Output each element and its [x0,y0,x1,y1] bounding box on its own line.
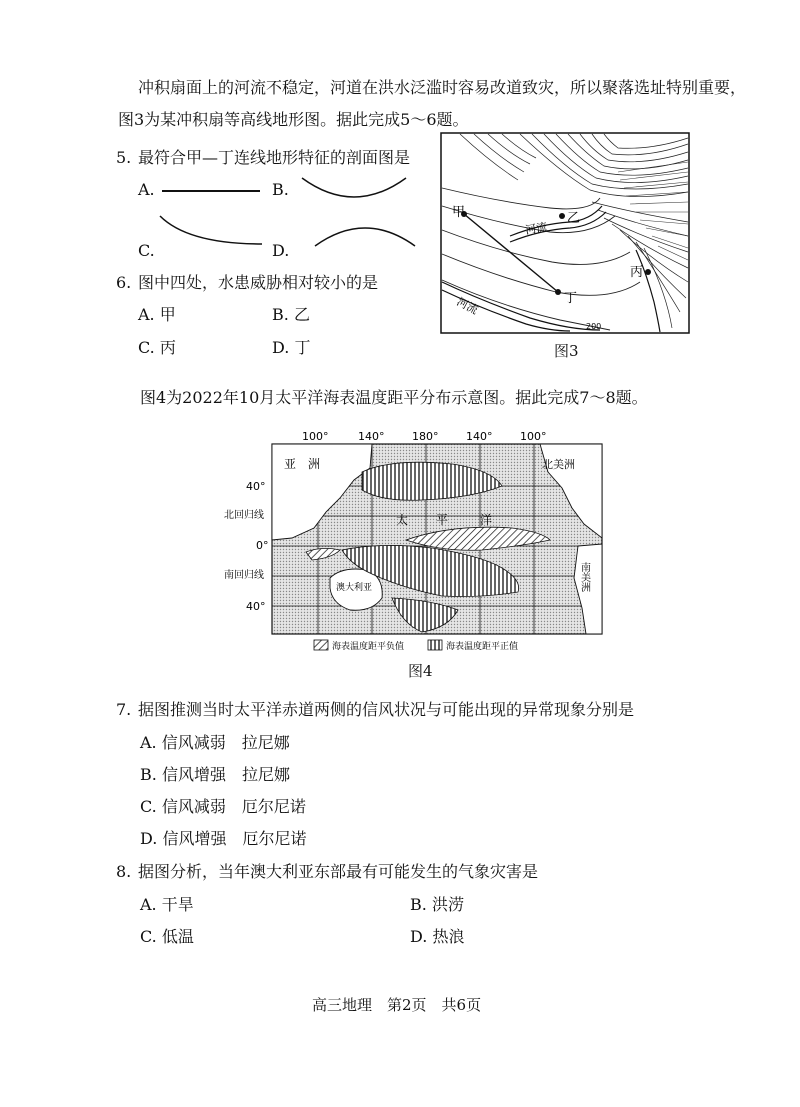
q5-option-b-label: B. [272,180,289,199]
label-river-2: 河流 [454,295,481,317]
q7-option-c-text: 信风减弱 厄尔尼诺 [161,797,306,816]
q6-option-d [272,338,310,358]
label-river-1: 河流 [524,220,549,237]
figure-3-contour-map [440,132,690,334]
figure-4-caption: 图4 [408,662,433,680]
intro-line-1: 冲积扇面上的河流不稳定，河道在洪水泛滥时容易改道致灾，所以聚落选址特别重要， [138,78,747,97]
q5-option-c-label: C. [138,241,155,260]
q7-option-d-letter: D. [140,829,158,848]
q8-option-c-text: 低温 [161,927,194,946]
lon-label-100w-right: 100° [520,430,547,443]
q8-option-d-letter: D. [410,927,428,946]
lon-label-100w-left: 100° [302,430,329,443]
q6-option-c-letter: C. [138,338,155,357]
figure-3-caption: 图3 [554,342,579,360]
label-pacific-2: 平 [436,513,449,527]
lat-label-tropic-south: 南回归线 [224,570,264,581]
q8-option-a-text: 干旱 [161,895,194,914]
point-ding [555,289,561,295]
q6-option-a-letter: A. [138,305,155,324]
point-yi [559,213,565,219]
page-footer: 高三地理 第2页 共6页 [312,996,482,1014]
q6-number: 6. [116,273,132,292]
q5-option-d-profile [312,216,418,250]
q8-option-b-letter: B. [410,895,427,914]
q5-option-c-profile [158,212,264,248]
q8-option-b-text: 洪涝 [431,895,464,914]
q8-option-a [140,895,194,915]
q5-option-a-profile [160,182,262,198]
lat-label-40n: 40° [246,480,266,493]
label-asia: 亚 洲 [284,457,321,471]
q6-option-c-text: 丙 [159,338,176,357]
figure-4-intro: 图4为2022年10月太平洋海表温度距平分布示意图。据此完成7～8题。 [140,388,648,407]
label-australia: 澳大利亚 [336,583,373,593]
q7-option-d [140,829,306,849]
q8-option-a-letter: A. [140,895,157,914]
label-jia: 甲 [452,205,466,220]
q7-option-b-letter: B. [140,765,157,784]
q6-option-c [138,338,176,358]
q5-option-d-label: D. [272,241,290,260]
figure-4-sst-map [222,428,606,654]
q7-option-d-text: 信风增强 厄尔尼诺 [162,829,307,848]
q6-option-a-text: 甲 [159,305,176,324]
q6-option-a [138,305,176,325]
q8-option-b [410,895,464,915]
q6-stem: 图中四处，水患威胁相对较小的是 [138,273,379,292]
point-bing [645,269,651,275]
q7-option-a-text: 信风减弱 拉尼娜 [161,733,290,752]
q7-stem: 据图推测当时太平洋赤道两侧的信风状况与可能出现的异常现象分别是 [138,700,635,719]
q7-option-c [140,797,306,817]
q6-option-b-letter: B. [272,305,289,324]
q5-stem: 最符合甲—丁连线地形特征的剖面图是 [138,148,411,167]
label-pacific-1: 太 [396,513,409,527]
q8-option-d [410,927,464,947]
lon-label-140e: 140° [358,430,385,443]
q7-option-a [140,733,290,753]
q8-stem: 据图分析，当年澳大利亚东部最有可能发生的气象灾害是 [138,862,539,881]
label-ding: 丁 [564,291,578,306]
q6-option-d-letter: D. [272,338,290,357]
q6-option-b-text: 乙 [293,305,310,324]
legend-positive-label: 海表温度距平正值 [446,642,519,652]
label-elevation: 200 [586,322,602,331]
legend-negative-swatch [314,640,328,650]
q7-number: 7. [116,700,132,719]
lat-label-equator: 0° [256,539,269,552]
legend-negative-label: 海表温度距平负值 [332,642,405,652]
q5-option-a-label: A. [138,180,155,199]
label-yi: 乙 [567,211,581,226]
lon-label-140w: 140° [466,430,493,443]
q7-option-c-letter: C. [140,797,157,816]
label-south-america: 南美洲 [578,562,590,592]
lat-label-40s: 40° [246,600,266,613]
label-pacific-3: 洋 [480,513,493,527]
q8-option-c-letter: C. [140,927,157,946]
q5-option-b-profile [298,172,410,208]
q6-option-b [272,305,310,325]
intro-line-2: 图3为某冲积扇等高线地形图。据此完成5～6题。 [118,110,469,129]
q7-option-b-text: 信风增强 拉尼娜 [161,765,290,784]
q6-option-d-text: 丁 [294,338,311,357]
q8-option-d-text: 热浪 [432,927,465,946]
legend-positive-swatch [428,640,442,650]
q8-number: 8. [116,862,132,881]
q7-option-b [140,765,290,785]
label-north-america: 北美洲 [542,458,575,471]
lat-label-tropic-north: 北回归线 [224,510,264,521]
q8-option-c [140,927,194,947]
label-bing: 丙 [630,265,644,280]
lon-label-180: 180° [412,430,439,443]
q5-number: 5. [116,148,132,167]
q7-option-a-letter: A. [140,733,157,752]
